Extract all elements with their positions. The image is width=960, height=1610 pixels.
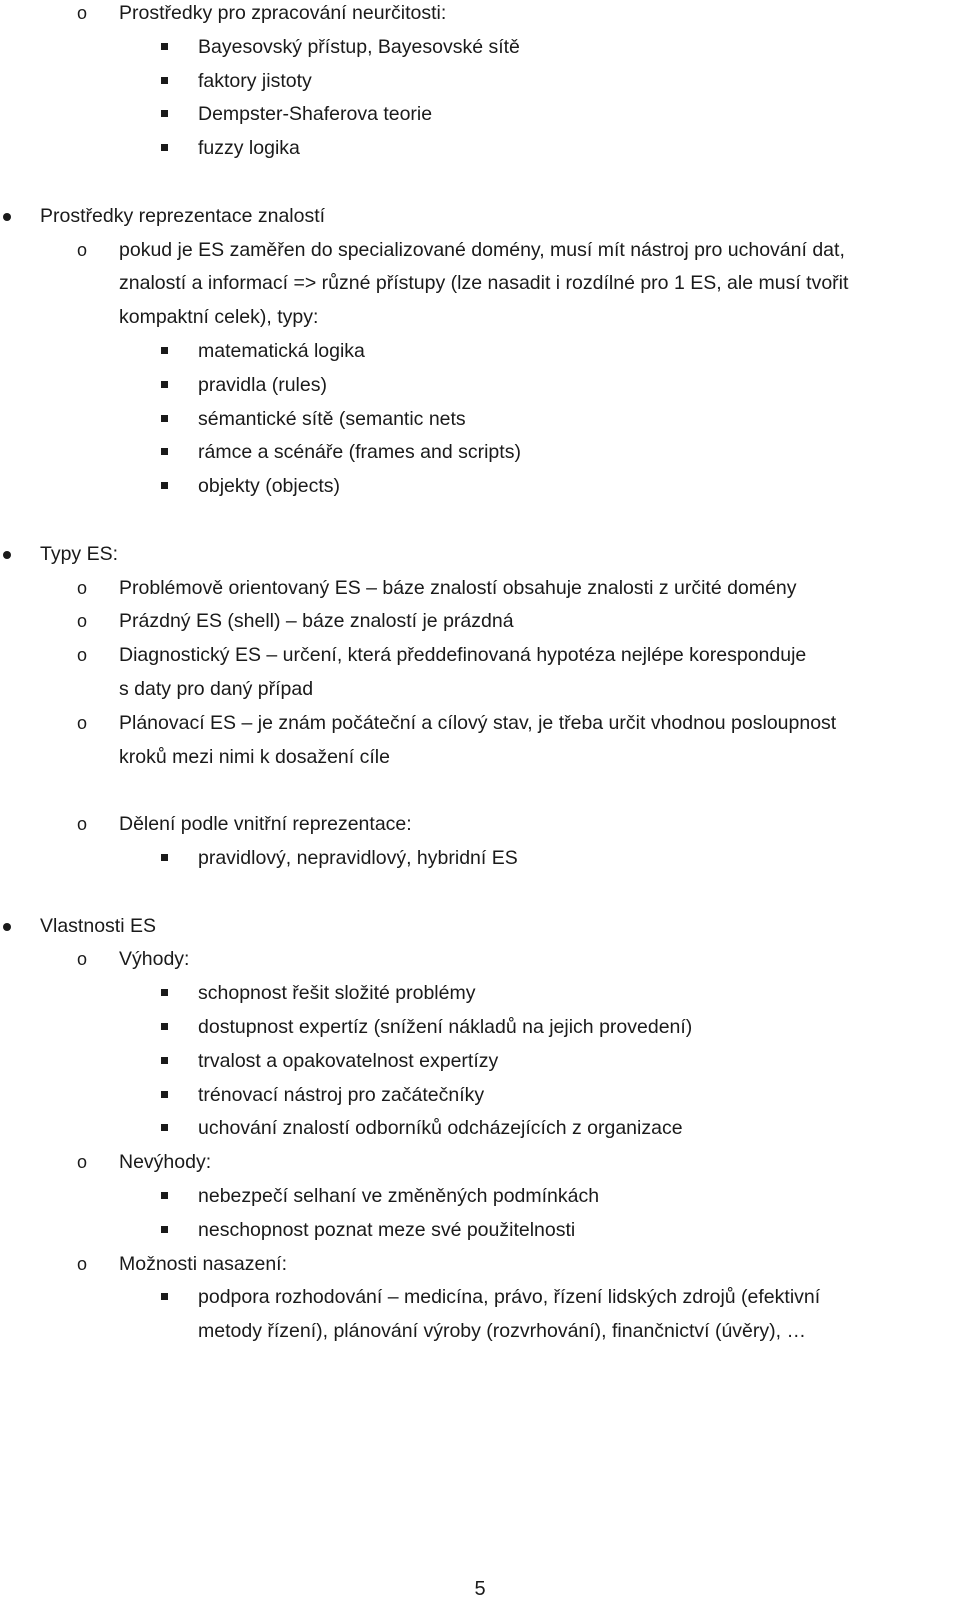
- outline-line: [0, 706, 960, 740]
- bullet-square-icon: [161, 1010, 171, 1044]
- bullet-square-icon: [161, 1213, 171, 1247]
- outline-line: [0, 909, 960, 943]
- outline-line: [0, 97, 960, 131]
- outline-line: [0, 841, 960, 875]
- page-number: 5: [474, 1578, 486, 1600]
- bullet-circle-icon: o: [77, 712, 88, 733]
- bullet-square-icon: [161, 435, 171, 469]
- blank-line: [0, 165, 960, 199]
- outline-text: uchování znalostí odborníků odcházejících z organizace: [198, 1117, 683, 1140]
- outline-line: [0, 266, 960, 300]
- outline-text: trénovací nástroj pro začátečníky: [198, 1083, 485, 1106]
- outline-line: [0, 807, 960, 841]
- bullet-square-icon: [161, 469, 171, 503]
- bullet-square-icon: [161, 1179, 171, 1213]
- bullet-square-icon: [161, 1044, 171, 1078]
- blank-line: [0, 875, 960, 909]
- outline-text: kroků mezi nimi k dosažení cíle: [119, 745, 390, 768]
- outline-text: matematická logika: [198, 340, 365, 362]
- outline-text: Typy ES:: [40, 542, 119, 565]
- outline-text: Diagnostický ES – určení, která předdefinovaná hypotéza nejlépe koresponduje: [119, 644, 807, 667]
- outline-text: kompaktní celek), typy:: [119, 306, 319, 329]
- outline-line: [0, 1111, 960, 1145]
- outline-text: znalostí a informací => různé přístupy (lze nasadit i rozdílné pro 1 ES, ale musí tvořit: [119, 272, 849, 295]
- bullet-square-icon: [161, 334, 171, 368]
- outline-text: Problémově orientovaný ES – báze znalostí obsahuje znalosti z určité domény: [119, 576, 797, 599]
- bullet-square-icon: [161, 64, 171, 98]
- bullet-circle-icon: o: [77, 577, 88, 598]
- outline-line: [0, 435, 960, 469]
- bullet-square-icon: [161, 1280, 171, 1314]
- outline-text: Plánovací ES – je znám počáteční a cílový stav, je třeba určit vhodnou posloupnost: [119, 711, 837, 734]
- outline-line: [0, 368, 960, 402]
- bullet-square-icon: [161, 402, 171, 436]
- bullet-disc-icon: [3, 537, 13, 571]
- bullet-square-icon: [161, 30, 171, 64]
- outline-text: Dempster-Shaferova teorie: [198, 103, 433, 126]
- outline-line: [0, 131, 960, 165]
- outline-line: [0, 64, 960, 98]
- outline-line: [0, 402, 960, 436]
- outline-text: trvalost a opakovatelnost expertízy: [198, 1049, 499, 1072]
- outline-line: [0, 300, 960, 334]
- outline-text: rámce a scénáře (frames and scripts): [198, 441, 521, 464]
- outline-line: [0, 233, 960, 267]
- bullet-circle-icon: o: [77, 239, 88, 260]
- bullet-circle-icon: o: [77, 814, 88, 835]
- outline-line: [0, 199, 960, 233]
- bullet-circle-icon: o: [77, 611, 88, 632]
- outline-text: pravidlový, nepravidlový, hybridní ES: [198, 847, 518, 869]
- outline-line: [0, 1247, 960, 1281]
- outline-text: podpora rozhodování – medicína, právo, řízení lidských zdrojů (efektivní: [198, 1286, 821, 1309]
- outline-text: Možnosti nasazení:: [119, 1252, 288, 1275]
- bullet-square-icon: [161, 97, 171, 131]
- outline-text: neschopnost poznat meze své použitelnosti: [198, 1218, 576, 1241]
- outline-text: schopnost řešit složité problémy: [198, 982, 476, 1005]
- bullet-circle-icon: o: [77, 3, 88, 23]
- outline-text: s daty pro daný případ: [119, 678, 314, 700]
- outline-line: [0, 976, 960, 1010]
- bullet-circle-icon: o: [77, 1253, 88, 1274]
- bullet-square-icon: [161, 1078, 171, 1112]
- blank-line: [0, 503, 960, 537]
- bullet-square-icon: [161, 976, 171, 1010]
- outline-text: objekty (objects): [198, 475, 340, 498]
- outline-text: Dělení podle vnitřní reprezentace:: [119, 813, 412, 836]
- outline-text: pokud je ES zaměřen do specializované domény, musí mít nástroj pro uchování dat,: [119, 238, 845, 261]
- outline-line: [0, 1078, 960, 1112]
- outline-text: Bayesovský přístup, Bayesovské sítě: [198, 35, 520, 58]
- outline-line: [0, 1179, 960, 1213]
- outline-text: Prostředky reprezentace znalostí: [40, 204, 326, 227]
- bullet-square-icon: [161, 1111, 171, 1145]
- outline-line: [0, 469, 960, 503]
- outline-text: fuzzy logika: [198, 137, 300, 160]
- outline-line: [0, 1314, 960, 1348]
- outline-text: dostupnost expertíz (snížení nákladů na jejich provedení): [198, 1016, 693, 1038]
- outline-line: [0, 334, 960, 368]
- outline-line: [0, 1280, 960, 1314]
- outline-line: [0, 571, 960, 605]
- blank-line: [0, 773, 960, 807]
- bullet-circle-icon: o: [77, 949, 88, 970]
- outline-text: nebezpečí selhaní ve změněných podmínkách: [198, 1185, 600, 1207]
- outline-text: sémantické sítě (semantic nets: [198, 407, 466, 430]
- outline-line: [0, 638, 960, 672]
- outline-text: Nevýhody:: [119, 1151, 212, 1174]
- outline-text: pravidla (rules): [198, 373, 327, 396]
- outline-line: [0, 740, 960, 774]
- outline-line: [0, 30, 960, 64]
- bullet-square-icon: [161, 841, 171, 875]
- outline-line: [0, 0, 960, 30]
- outline-text: Prostředky pro zpracování neurčitosti:: [119, 2, 447, 24]
- outline-text: Prázdný ES (shell) – báze znalostí je prázdná: [119, 610, 514, 633]
- outline-line: [0, 672, 960, 706]
- outline-line: [0, 942, 960, 976]
- outline-line: [0, 537, 960, 571]
- outline-line: [0, 1213, 960, 1247]
- outline-line: [0, 1044, 960, 1078]
- bullet-disc-icon: [3, 199, 13, 233]
- bullet-square-icon: [161, 368, 171, 402]
- outline-line: [0, 604, 960, 638]
- outline-text: faktory jistoty: [198, 69, 312, 92]
- outline-line: [0, 1145, 960, 1179]
- bullet-square-icon: [161, 131, 171, 165]
- outline-text: Vlastnosti ES: [40, 914, 156, 937]
- outline-text: Výhody:: [119, 948, 190, 971]
- bullet-circle-icon: o: [77, 1152, 88, 1173]
- outline-line: [0, 1010, 960, 1044]
- bullet-disc-icon: [3, 909, 13, 943]
- outline-text: metody řízení), plánování výroby (rozvrhování), finančnictví (úvěry), …: [198, 1320, 806, 1343]
- bullet-circle-icon: o: [77, 645, 88, 666]
